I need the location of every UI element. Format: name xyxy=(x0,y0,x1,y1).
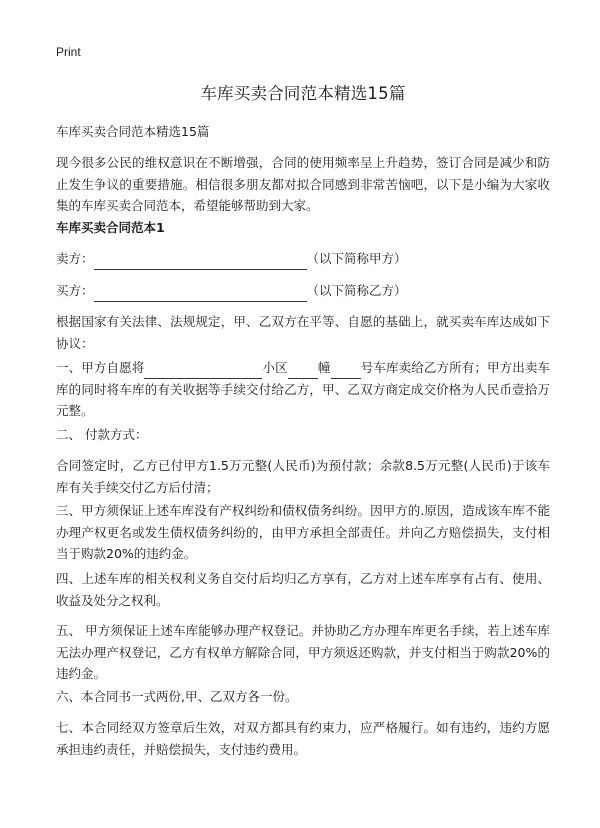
section-heading: 车库买卖合同范本1 xyxy=(56,220,165,235)
clause-1-part-c: 幢 xyxy=(317,360,331,375)
seller-label: 卖方： xyxy=(56,251,94,266)
payment-paragraph: 合同签定时，乙方已付甲方1.5万元整(人民币)为预付款；余款8.5万元整(人民币)于该车库有关手续交付乙方后付清； xyxy=(56,458,550,495)
print-label: Print xyxy=(56,45,81,59)
buyer-line xyxy=(56,280,550,302)
seller-note: （以下简称甲方） xyxy=(306,251,407,266)
clause-2: 二、 付款方式： xyxy=(56,427,148,442)
buyer-label: 买方： xyxy=(56,283,94,298)
clause-7: 七、本合同经双方签章后生效，对双方都具有约束力，应严格履行。如有违约，违约方愿承担违约责任，并赔偿损失，支付违约费用。 xyxy=(56,720,550,757)
clause-1-part-d: 号车库卖给乙方所有；甲方出卖车库的同时将车库的有关收据等手续交付给乙方，甲、乙双方商定成交价格为人民币壹拾万元整。 xyxy=(56,360,550,418)
clause-1-part-a: 一、甲方自愿将 xyxy=(56,360,145,375)
clause-1 xyxy=(56,357,550,422)
clause-1-part-b: 小区 xyxy=(262,360,288,375)
buyer-note: （以下简称乙方） xyxy=(306,283,407,298)
buyer-blank xyxy=(94,284,307,302)
garage-number-blank xyxy=(331,361,361,379)
district-blank xyxy=(144,361,262,379)
clause-4: 四、上述车库的相关权利义务自交付后均归乙方享有，乙方对上述车库享有占有、使用、收益及处分之权利。 xyxy=(56,571,550,608)
clause-3: 三、甲方须保证上述车库没有产权纠纷和债权债务纠纷。因甲方的.原因，造成该车库不能办理产权更名或发生债权债务纠纷的，由甲方承担全部责任。并向乙方赔偿损失，支付相当于购款20%的违约金。 xyxy=(56,503,550,561)
clause-5: 五、 甲方须保证上述车库能够办理产权登记。并协助乙方办理车库更名手续，若上述车库无法办理产权登记，乙方有权单方解除合同，甲方须返还购款，并支付相当于购款20%的违约金。 xyxy=(56,623,550,681)
preamble-paragraph: 根据国家有关法律、法规规定，甲、乙双方在平等、自愿的基础上，就买卖车库达成如下协议： xyxy=(56,314,550,351)
clause-6: 六、本合同书一式两份,甲、乙双方各一份。 xyxy=(56,689,298,704)
seller-line xyxy=(56,248,550,270)
subtitle: 车库买卖合同范本精选15篇 xyxy=(56,124,210,139)
building-blank xyxy=(288,361,318,379)
intro-paragraph: 现今很多公民的维权意识在不断增强，合同的使用频率呈上升趋势，签订合同是减少和防止发生争议的重要措施。相信很多朋友都对拟合同感到非常苦恼吧，以下是小编为大家收集的车库买卖合同范本，希望能够帮助到大家。 xyxy=(56,155,550,213)
seller-blank xyxy=(94,252,307,270)
page-title: 车库买卖合同范本精选15篇 xyxy=(200,84,406,103)
